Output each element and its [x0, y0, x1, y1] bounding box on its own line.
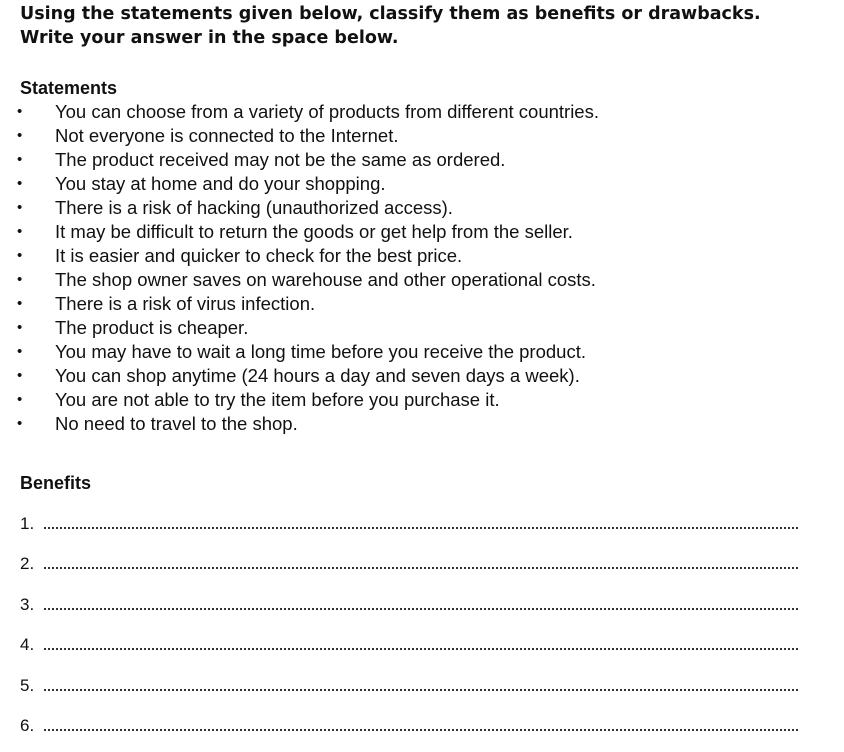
benefits-answer-list	[0, 510, 844, 752]
statement-text: No need to travel to the shop.	[55, 413, 298, 434]
statement-text: The shop owner saves on warehouse and other operational costs.	[55, 269, 596, 290]
answer-blank[interactable]	[44, 648, 798, 650]
bullet-icon: •	[17, 319, 23, 336]
statement-text: You can shop anytime (24 hours a day and seven days a week).	[55, 365, 580, 386]
answer-line	[0, 550, 844, 590]
answer-number: 5.	[20, 675, 35, 695]
statement-text: There is a risk of hacking (unauthorized access).	[55, 197, 453, 218]
statement-text: The product received may not be the same as ordered.	[55, 149, 506, 170]
bullet-icon: •	[17, 223, 23, 240]
bullet-icon: •	[17, 127, 23, 144]
answer-number: 6.	[20, 715, 35, 735]
answer-line	[0, 591, 844, 631]
answer-blank[interactable]	[44, 608, 798, 610]
bullet-icon: •	[17, 391, 23, 408]
answer-blank[interactable]	[44, 567, 798, 569]
statement-text: Not everyone is connected to the Internet.	[55, 125, 399, 146]
bullet-icon: •	[17, 199, 23, 216]
answer-number: 3.	[20, 594, 35, 614]
answer-line	[0, 672, 844, 712]
answer-number: 1.	[20, 514, 35, 533]
answer-number: 4.	[20, 635, 35, 655]
bullet-icon: •	[17, 295, 23, 312]
bullet-icon: •	[17, 103, 23, 120]
statement-text: You can choose from a variety of products from different countries.	[55, 101, 599, 122]
answer-line	[0, 631, 844, 671]
benefits-heading: Benefits	[20, 473, 92, 493]
statement-text: There is a risk of virus infection.	[55, 293, 316, 314]
statement-text: You may have to wait a long time before you receive the product.	[55, 341, 586, 362]
instructions: Using the statements given below, classify them as benefits or drawbacks. Write your answer in the space below.	[20, 4, 761, 48]
bullet-icon: •	[17, 343, 23, 360]
statement-text: You are not able to try the item before you purchase it.	[55, 389, 500, 410]
bullet-icon: •	[17, 151, 23, 168]
bullet-icon: •	[17, 415, 23, 432]
answer-blank[interactable]	[44, 689, 798, 691]
answer-blank[interactable]	[44, 729, 798, 731]
answer-line	[0, 712, 844, 752]
statement-text: You stay at home and do your shopping.	[55, 173, 386, 194]
answer-number: 2.	[20, 554, 35, 574]
answer-blank[interactable]	[44, 527, 798, 529]
bullet-icon: •	[17, 175, 23, 192]
bullet-icon: •	[17, 247, 23, 264]
bullet-icon: •	[17, 367, 23, 384]
statement-text: The product is cheaper.	[55, 317, 249, 338]
answer-line	[0, 510, 844, 550]
statement-text: It may be difficult to return the goods or get help from the seller.	[55, 221, 573, 242]
statements-heading: Statements	[20, 78, 118, 98]
bullet-icon: •	[17, 271, 23, 288]
statement-text: It is easier and quicker to check for the best price.	[55, 245, 463, 266]
